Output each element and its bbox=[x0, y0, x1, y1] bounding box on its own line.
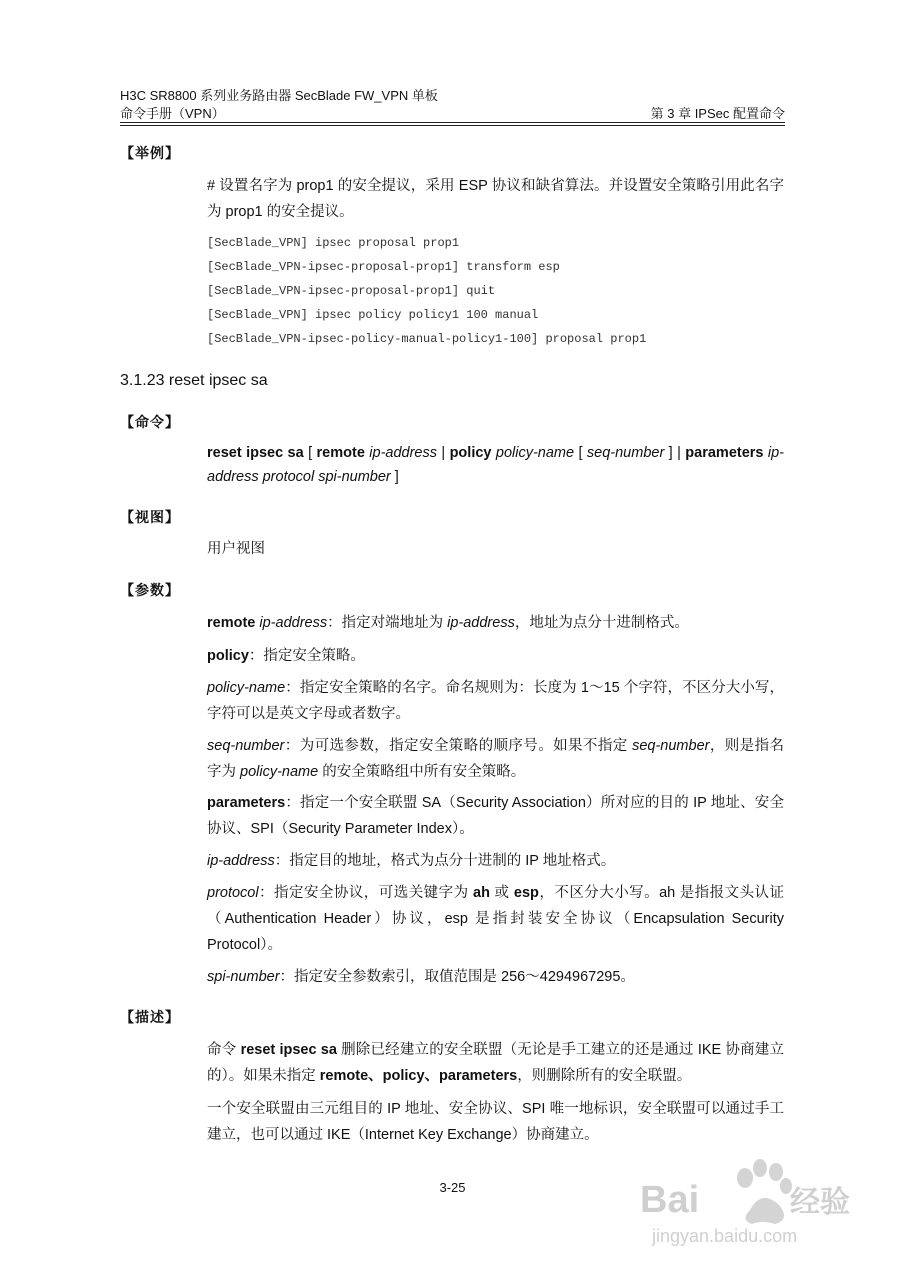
header-rule-thick bbox=[120, 122, 785, 123]
page-number: 3-25 bbox=[439, 1180, 466, 1195]
example-description: # 设置名字为 prop1 的安全提议，采用 ESP 协议和缺省算法。并设置安全策略引用此名字为 prop1 的安全提议。 bbox=[207, 178, 784, 220]
watermark-brand: Bai bbox=[640, 1179, 700, 1221]
param-parameters: parameters：指定一个安全联盟 SA（Security Association）所对应的目的 IP 地址、安全协议、SPI（Security Parameter Index）。 bbox=[207, 795, 784, 837]
param-ip-address: ip-address：指定目的地址，格式为点分十进制的 IP 地址格式。 bbox=[207, 853, 616, 869]
view-text: 用户视图 bbox=[207, 541, 265, 557]
code-line: [SecBlade_VPN-ipsec-proposal-prop1] quit bbox=[207, 284, 496, 298]
example-heading: 【举例】 bbox=[120, 145, 180, 161]
param-seq-number: seq-number：为可选参数，指定安全策略的顺序号。如果不指定 seq-number，则是指名字为 policy-name 的安全策略组中所有安全策略。 bbox=[207, 738, 785, 780]
params-heading: 【参数】 bbox=[120, 582, 180, 598]
code-line: [SecBlade_VPN] ipsec proposal prop1 bbox=[207, 236, 460, 250]
header-manual-title: 命令手册（VPN） bbox=[120, 106, 225, 121]
header-rule-thin bbox=[120, 125, 785, 126]
section-title: 3.1.23 reset ipsec sa bbox=[120, 372, 268, 389]
desc-paragraph-1: 命令 reset ipsec sa 删除已经建立的安全联盟（无论是手工建立的还是通过 IKE 协商建立的）。如果未指定 remote、policy、parameters，则删除所有的安全联盟。 bbox=[207, 1042, 784, 1084]
watermark-url: jingyan.baidu.com bbox=[652, 1226, 798, 1246]
desc-paragraph-2: 一个安全联盟由三元组目的 IP 地址、安全协议、SPI 唯一地标识，安全联盟可以通过手工建立，也可以通过 IKE（Internet Key Exchange）协商建立。 bbox=[207, 1101, 784, 1143]
desc-heading: 【描述】 bbox=[120, 1009, 180, 1025]
example-code-block bbox=[207, 231, 646, 351]
command-heading: 【命令】 bbox=[120, 414, 180, 430]
watermark-suffix: 经验 bbox=[790, 1185, 850, 1220]
param-spi-number: spi-number：指定安全参数索引，取值范围是 256～4294967295。 bbox=[207, 969, 635, 985]
header-line1: H3C SR8800 系列业务路由器 SecBlade FW_VPN 单板 bbox=[120, 88, 438, 103]
param-policy-name: policy-name：指定安全策略的名字。命名规则为：长度为 1～15 个字符，不区分大小写，字符可以是英文字母或者数字。 bbox=[207, 680, 784, 722]
header-chapter-title: 第 3 章 IPSec 配置命令 bbox=[650, 106, 785, 121]
baidu-watermark-logo bbox=[640, 1150, 870, 1250]
code-line: [SecBlade_VPN] ipsec policy policy1 100 manual bbox=[207, 308, 539, 322]
code-line: [SecBlade_VPN-ipsec-policy-manual-policy1-100] proposal prop1 bbox=[207, 332, 647, 346]
view-heading: 【视图】 bbox=[120, 509, 180, 525]
paw-icon bbox=[737, 1159, 792, 1224]
param-remote: remote ip-address：指定对端地址为 ip-address，地址为点分十进制格式。 bbox=[207, 615, 689, 631]
command-syntax: reset ipsec sa [ remote ip-address | policy policy-name [ seq-number ] | parameters ip-address protocol spi-number ] bbox=[207, 445, 785, 485]
header-line2 bbox=[120, 105, 785, 122]
param-protocol: protocol：指定安全协议，可选关键字为 ah 或 esp，不区分大小写。ah 是指报文头认证（Authentication Header）协议，esp 是指封装安全协议（Encapsulation Security Protocol）。 bbox=[207, 885, 784, 953]
code-line: [SecBlade_VPN-ipsec-proposal-prop1] transform esp bbox=[207, 260, 560, 274]
param-policy: policy：指定安全策略。 bbox=[207, 648, 365, 664]
